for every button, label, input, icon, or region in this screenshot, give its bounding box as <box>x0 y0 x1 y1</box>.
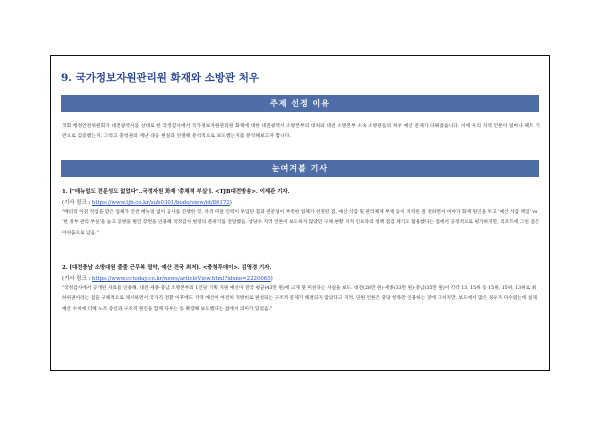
article-1-body: "배터리 이전 작업을 맡은 업체가 안전 매뉴얼 없이 공사를 진행한 것, 자격 미달 인력이 투입된 점과 전문성이 부족한 업체가 선정된 점, 예산 삭감 및 관리체계 부재 등이 지적된 걸 전하면서 여야가 화재 원인을 두고 '예산 삭감 책임' vs '현 정부 관리 부실'을 놓고 공방을 벌인 장면을 인용해 국정감사 현장의 분위기를 전달했음. 상당수 지역 언론이 보도하지 않았던 구체 현황 지적 인프라의 정책 점검 제기도 활용했다는 점에서 공정적으로 평가하지만, 리포트에 그친 점은 아쉬움으로 남음." <box>62 210 540 236</box>
article-2-link-label: (기사 링크 : <box>62 276 92 282</box>
reason-heading: 주제 선정 이유 <box>270 99 330 108</box>
article-1-link-line <box>62 198 540 208</box>
article-1-title <box>62 187 540 197</box>
article-2-body: "국정감사에서 공개된 자료를 인용해, 대전·세종·충남 소방본부의 1인당 기획 지원 예산이 전국 평균(43만 원)에 크게 못 미친다는 사실을 보도. 대전(28만 원)·세종(33만 원)·충남(35만 원)이 각각 13, 15위 등 15위, 15위, 13위로 최하위권이라는 점을 구체적으로 제시하면서 국가직 전환 이후에도 지역 예산이 여전히 지방비로 편성되는 구조적 문제가 해결되지 않았다고 지적. 단편 언론은 충당 항목만 인용하는 것에 그치지만, 보도에서 많은 경우가 다수였는데 실제 예산 수치에 더해 노조 증언과 구조적 원인을 함께 다루는 등 확장해 보도했다는 점에서 의미가 있었음." <box>62 286 537 312</box>
article-1-link-close: ) <box>229 200 232 206</box>
article-1-link-label: (기사 링크 : <box>62 200 92 206</box>
articles-heading-bar <box>61 160 539 177</box>
article-2-link-close: ) <box>270 276 273 282</box>
article-2-link-line <box>62 274 540 284</box>
article-2-title-text: 2. [대전충남 소방대원 줄줄 근무복 열악, 예산 전국 최저]. <충청투데이>. 김영경 기자. <box>62 265 272 271</box>
articles-heading: 눈여겨볼 기사 <box>271 164 329 173</box>
article-1-title-text: 1. ["데뉴얼도 전문성도 없었다"..국정자원 화재 '총체적 부실']. <TJB대전방송>. 이제관 기자. <box>62 189 290 195</box>
reason-paragraph: 국회 행정안전위원회가 대전광역시를 상대로 한 국정감사에서 국가정보자원관리원 화재에 대한 대전광역시 소방본부의 대처와 대전 소방본부 소속 소방관들의 처우 예산 문제가 다뤄졌습니다. 이에 우리 지역 언론이 얼마나 팩트 기반으로 검증했는지, 그리고 충청권의 재난 대응 현실과 연결해 분석적으로 보도했는지를 분석해보고자 합니다. <box>62 124 540 139</box>
article-1-link[interactable]: https://www.tjb.co.kr/sub0301/bodo/view/id/86172 <box>91 200 230 206</box>
section-title: 9. 국가정보자원관리원 화재와 소방관 처우 <box>61 72 260 84</box>
reason-heading-bar <box>61 95 539 112</box>
article-2-title <box>62 263 540 273</box>
article-2-link[interactable]: https://www.cctoday.co.kr/news/articleView.html?idxno=2220065 <box>91 276 271 282</box>
